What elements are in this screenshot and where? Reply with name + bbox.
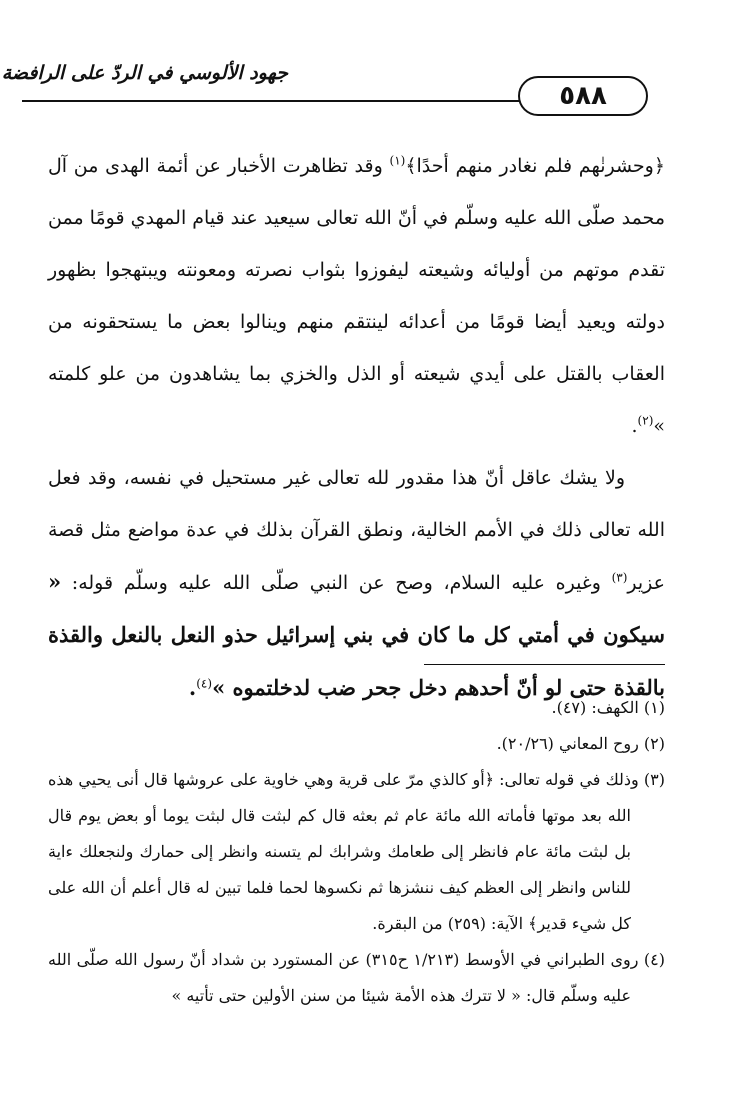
body-text xyxy=(48,140,665,715)
footnote-ref-2[interactable]: (٢) xyxy=(637,413,654,428)
footnote-divider xyxy=(424,664,665,665)
footnote-2: (٢) روح المعاني (٢٠/٢٦). xyxy=(496,734,665,753)
footnote-4: (٤) روى الطبراني في الأوسط (١/٢١٣ ح٣١٥) عن المستورد بن شداد أنّ رسول الله صلّى الله عليه وسلّم قال: « لا تترك هذه الأمة شيئا من سنن الأولين حتى تأتيه » xyxy=(48,950,665,1005)
quran-quote: ﴿وحشرنٰهم فلم نغادر منهم أحدًا﴾ xyxy=(405,155,665,177)
header-rule xyxy=(22,100,524,102)
footnote-1: (١) الكهف: (٤٧). xyxy=(551,698,665,717)
paragraph-2-text: ولا يشك عاقل أنّ هذا مقدور لله تعالى غير مستحيل في نفسه، وقد فعل الله تعالى ذلك في الأمم الخالية، ونطق القرآن بذلك في عدة مواضع مثل قصة عزير xyxy=(48,467,665,594)
hadith-quote: « سيكون في أمتي كل ما كان في بني إسرائيل حذو النعل بالنعل والقذة بالقذة حتى لو أنّ أحدهم دخل جحر ضب لدخلتموه » xyxy=(48,569,665,700)
footnote-ref-1[interactable]: (١) xyxy=(389,153,406,168)
paragraph-2-text-b: وغيره عليه السلام، وصح عن النبي صلّى الله عليه وسلّم قوله: xyxy=(71,572,612,594)
running-title: جهود الألوسي في الردّ على الرافضة xyxy=(1,62,288,84)
paragraph-1-end: . xyxy=(631,415,638,437)
footnotes xyxy=(48,690,665,1014)
footnote-ref-3[interactable]: (٣) xyxy=(611,570,628,585)
page-number: ٥٨٨ xyxy=(559,81,607,111)
paragraph-2 xyxy=(48,452,665,715)
paragraph-2-end: . xyxy=(188,675,197,700)
page-number-badge xyxy=(518,76,648,116)
footnote-ref-4[interactable]: (٤) xyxy=(196,676,213,691)
paragraph-1-text: وقد تظاهرت الأخبار عن أئمة الهدى من آل محمد صلّى الله عليه وسلّم في أنّ الله تعالى سيعيد عند قيام المهدي قومًا ممن تقدم موتهم من أوليائه وشيعته ليفوزوا بثواب نصرته ومعونته ويبتهجوا بظهور دولته ويعيد أيضا قومًا من أعدائه لينتقم منهم وينالوا بعض ما يستحقونه من العقاب بالقتل على أيدي شيعته أو الذل والخزي بما يشاهدون من علو كلمته » xyxy=(48,155,665,437)
paragraph-1 xyxy=(48,140,665,452)
footnote-3: (٣) وذلك في قوله تعالى: ﴿أو كالذي مرّ على قرية وهي خاوية على عروشها قال أنى يحيي هذه الله بعد موتها فأماته الله مائة عام ثم بعثه قال كم لبثت قال لبثت يوما أو بعض يوم قال بل لبثت مائة عام فانظر إلى طعامك وشرابك لم يتسنه وانظر إلى حمارك ولنجعلك ءاية للناس وانظر إلى العظم كيف ننشزها ثم نكسوها لحما فلما تبين له قال أعلم أن الله على كل شيء قدير﴾ الآية: (٢٥٩) من البقرة. xyxy=(48,770,665,933)
